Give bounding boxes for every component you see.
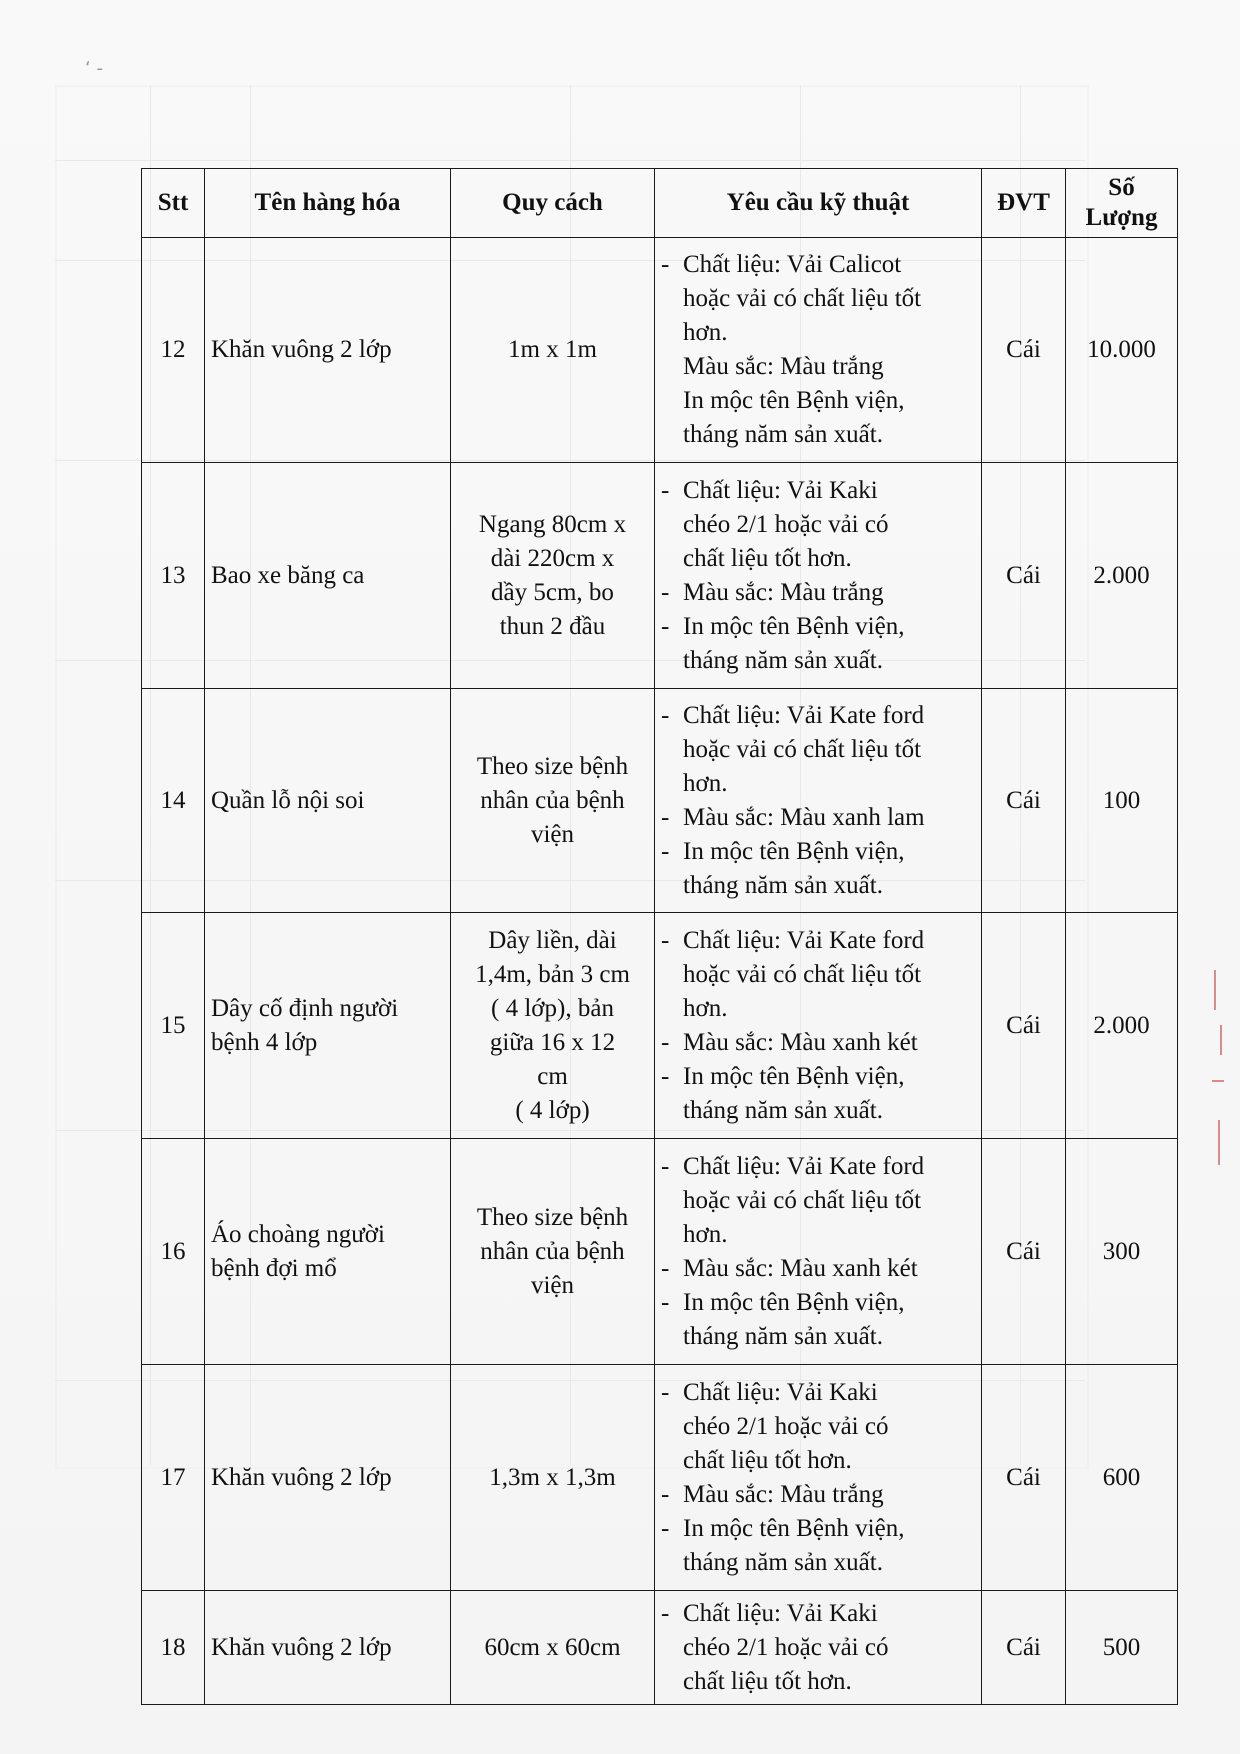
cell-requirements: [655, 689, 982, 913]
requirement-line: [661, 801, 975, 835]
cell-quantity: 2.000: [1066, 463, 1178, 689]
item-name-line: Khăn vuông 2 lớp: [211, 336, 392, 363]
requirement-line: [661, 282, 975, 316]
requirement-text: tháng năm sản xuất.: [683, 1548, 883, 1576]
header-stt: Stt: [142, 169, 205, 238]
cell-unit: Cái: [982, 689, 1066, 913]
requirement-text: tháng năm sản xuất.: [683, 646, 883, 674]
cell-item-name: [205, 689, 451, 913]
cell-specification: [451, 689, 655, 913]
item-name-line: Khăn vuông 2 lớp: [211, 1463, 392, 1491]
cell-requirements: [655, 238, 982, 463]
requirement-line: [661, 924, 975, 958]
requirement-line: [661, 1026, 975, 1060]
requirement-text: tháng năm sản xuất.: [683, 421, 883, 448]
requirement-text: Chất liệu: Vải Calicot: [683, 251, 902, 278]
specification-line: cm: [537, 1062, 568, 1090]
table-row: [142, 1591, 1178, 1705]
requirement-line: [661, 1410, 975, 1444]
cell-quantity: 600: [1066, 1365, 1178, 1591]
requirement-text: hoặc vải có chất liệu tốt: [683, 960, 922, 988]
header-unit: ĐVT: [982, 169, 1066, 238]
header-requirements: Yêu cầu kỹ thuật: [655, 169, 982, 238]
bullet-dash: -: [661, 1378, 670, 1406]
bullet-dash: -: [661, 1288, 670, 1316]
requirement-text: hơn.: [683, 319, 728, 346]
requirement-line: [661, 1252, 975, 1286]
requirement-line: [661, 1444, 975, 1478]
requirement-text: Chất liệu: Vải Kaki: [683, 476, 878, 504]
requirement-line: [661, 248, 975, 282]
cell-specification: [451, 463, 655, 689]
bullet-dash: -: [661, 837, 670, 865]
specification-line: ( 4 lớp): [515, 1096, 590, 1124]
cell-requirements: [655, 913, 982, 1139]
item-name-line: bệnh đợi mổ: [211, 1254, 337, 1282]
requirement-text: chất liệu tốt hơn.: [683, 1446, 852, 1474]
cell-item-name: [205, 238, 451, 463]
requirement-text: In mộc tên Bệnh viện,: [683, 1514, 905, 1542]
bullet-dash: -: [661, 1254, 670, 1282]
scan-mark: ‘ -: [85, 58, 103, 79]
bullet-dash: -: [661, 1028, 670, 1056]
requirement-text: hơn.: [683, 994, 728, 1022]
requirement-line: [661, 835, 975, 869]
requirement-line: [661, 1376, 975, 1410]
cell-requirements: [655, 1139, 982, 1365]
requirement-text: Chất liệu: Vải Kaki: [683, 1599, 878, 1627]
item-name-line: bệnh 4 lớp: [211, 1028, 318, 1056]
bullet-dash: -: [661, 1599, 670, 1627]
requirement-line: [661, 1184, 975, 1218]
requirement-line: [661, 542, 975, 576]
cell-stt: 14: [142, 689, 205, 913]
requirement-text: Chất liệu: Vải Kate ford: [683, 926, 925, 954]
cell-specification: [451, 1591, 655, 1705]
requirement-line: [661, 1094, 975, 1128]
requirement-text: Màu sắc: Màu xanh két: [683, 1254, 918, 1282]
requirement-line: [661, 1478, 975, 1512]
specification-line: ( 4 lớp), bản: [491, 994, 614, 1022]
requirement-line: [661, 1546, 975, 1580]
requirement-line: [661, 1631, 975, 1665]
bullet-dash: -: [661, 251, 670, 278]
requirement-text: tháng năm sản xuất.: [683, 1096, 883, 1124]
specification-line: 1m x 1m: [508, 336, 597, 363]
specification-line: Theo size bệnh: [476, 1203, 629, 1231]
specification-line: viện: [530, 1271, 575, 1299]
table-row: [142, 689, 1178, 913]
specification-line: Theo size bệnh: [476, 752, 629, 780]
bullet-dash: -: [661, 1514, 670, 1542]
cell-specification: [451, 1365, 655, 1591]
requirement-text: Chất liệu: Vải Kate ford: [683, 1152, 925, 1180]
requirement-line: [661, 1665, 975, 1699]
requirement-line: [661, 384, 975, 418]
requirement-line: [661, 1150, 975, 1184]
cell-item-name: [205, 1365, 451, 1591]
requirement-text: Màu sắc: Màu trắng: [683, 578, 884, 606]
requirement-text: hoặc vải có chất liệu tốt: [683, 285, 922, 312]
cell-quantity: 10.000: [1066, 238, 1178, 463]
bullet-dash: -: [661, 803, 670, 831]
requirement-text: In mộc tên Bệnh viện,: [683, 612, 905, 640]
specification-line: 60cm x 60cm: [484, 1633, 621, 1661]
cell-item-name: [205, 463, 451, 689]
item-name-line: Áo choàng người: [211, 1220, 385, 1248]
specification-line: 1,4m, bản 3 cm: [475, 960, 630, 988]
cell-unit: Cái: [982, 1591, 1066, 1705]
table-row: [142, 1365, 1178, 1591]
specification-line: dài 220cm x: [490, 544, 615, 572]
requirement-text: hoặc vải có chất liệu tốt: [683, 1186, 922, 1214]
requirement-text: In mộc tên Bệnh viện,: [683, 837, 905, 865]
requirement-line: [661, 992, 975, 1026]
cell-item-name: [205, 913, 451, 1139]
item-name-line: Khăn vuông 2 lớp: [211, 1633, 392, 1661]
cell-stt: 13: [142, 463, 205, 689]
cell-quantity: 300: [1066, 1139, 1178, 1365]
requirement-line: [661, 733, 975, 767]
requirement-line: [661, 767, 975, 801]
requirement-text: chéo 2/1 hoặc vải có: [683, 1412, 889, 1440]
bullet-dash: -: [661, 1152, 670, 1180]
item-name-line: Bao xe băng ca: [211, 561, 365, 589]
cell-requirements: [655, 463, 982, 689]
cell-stt: 15: [142, 913, 205, 1139]
requirement-text: Màu sắc: Màu xanh két: [683, 1028, 918, 1056]
requirement-text: Màu sắc: Màu xanh lam: [683, 803, 925, 831]
cell-quantity: 2.000: [1066, 913, 1178, 1139]
requirement-line: [661, 1218, 975, 1252]
item-name-line: Quần lỗ nội soi: [211, 786, 365, 814]
requirement-text: tháng năm sản xuất.: [683, 1322, 883, 1350]
cell-specification: [451, 238, 655, 463]
requirement-text: chất liệu tốt hơn.: [683, 1667, 852, 1695]
header-qty-line1: Số: [1108, 174, 1135, 201]
requirement-text: Chất liệu: Vải Kate ford: [683, 701, 925, 729]
table-row: [142, 463, 1178, 689]
requirement-line: [661, 1597, 975, 1631]
table-body: [142, 238, 1178, 1705]
bullet-dash: -: [661, 701, 670, 729]
specification-line: viện: [530, 820, 575, 848]
bullet-dash: -: [661, 612, 670, 640]
requirement-line: [661, 316, 975, 350]
header-qty: [1066, 169, 1178, 238]
requirement-text: hơn.: [683, 769, 728, 797]
cell-specification: [451, 1139, 655, 1365]
goods-table: [141, 168, 1178, 1705]
requirement-text: Màu sắc: Màu trắng: [683, 353, 884, 380]
bullet-dash: -: [661, 476, 670, 504]
cell-unit: Cái: [982, 238, 1066, 463]
cell-requirements: [655, 1365, 982, 1591]
requirement-line: [661, 350, 975, 384]
cell-stt: 16: [142, 1139, 205, 1365]
bullet-dash: -: [661, 1480, 670, 1508]
cell-stt: 17: [142, 1365, 205, 1591]
cell-item-name: [205, 1591, 451, 1705]
requirement-text: In mộc tên Bệnh viện,: [683, 387, 905, 414]
cell-item-name: [205, 1139, 451, 1365]
cell-specification: [451, 913, 655, 1139]
cell-stt: 12: [142, 238, 205, 463]
requirement-text: chéo 2/1 hoặc vải có: [683, 510, 889, 538]
cell-unit: Cái: [982, 1365, 1066, 1591]
requirement-line: [661, 958, 975, 992]
requirement-line: [661, 1320, 975, 1354]
requirement-line: [661, 418, 975, 452]
table-row: [142, 913, 1178, 1139]
table-row: [142, 1139, 1178, 1365]
header-spec: Quy cách: [451, 169, 655, 238]
requirement-line: [661, 644, 975, 678]
requirement-line: [661, 699, 975, 733]
cell-quantity: 500: [1066, 1591, 1178, 1705]
requirement-line: [661, 1512, 975, 1546]
specification-line: giữa 16 x 12: [489, 1028, 616, 1056]
requirement-text: Màu sắc: Màu trắng: [683, 1480, 884, 1508]
cell-requirements: [655, 1591, 982, 1705]
requirement-text: chéo 2/1 hoặc vải có: [683, 1633, 889, 1661]
cell-unit: Cái: [982, 1139, 1066, 1365]
specification-line: dầy 5cm, bo: [491, 578, 614, 606]
requirement-line: [661, 1060, 975, 1094]
requirement-text: In mộc tên Bệnh viện,: [683, 1062, 905, 1090]
cell-unit: Cái: [982, 913, 1066, 1139]
specification-line: thun 2 đầu: [499, 612, 606, 640]
bullet-dash: -: [661, 578, 670, 606]
requirement-line: [661, 474, 975, 508]
header-name: Tên hàng hóa: [205, 169, 451, 238]
specification-line: Ngang 80cm x: [478, 510, 627, 538]
requirement-text: hoặc vải có chất liệu tốt: [683, 735, 922, 763]
requirement-text: In mộc tên Bệnh viện,: [683, 1288, 905, 1316]
cell-unit: Cái: [982, 463, 1066, 689]
cell-quantity: 100: [1066, 689, 1178, 913]
cell-stt: 18: [142, 1591, 205, 1705]
requirement-text: chất liệu tốt hơn.: [683, 544, 852, 572]
specification-line: nhân của bệnh: [480, 1237, 625, 1265]
requirement-line: [661, 610, 975, 644]
requirement-line: [661, 1286, 975, 1320]
bullet-dash: -: [661, 926, 670, 954]
item-name-line: Dây cố định người: [211, 994, 399, 1022]
header-qty-line2: Lượng: [1085, 204, 1158, 231]
specification-line: nhân của bệnh: [480, 786, 625, 814]
requirement-line: [661, 576, 975, 610]
bullet-dash: -: [661, 1062, 670, 1090]
specification-line: 1,3m x 1,3m: [489, 1463, 616, 1491]
margin-mark: [1212, 970, 1228, 1170]
table-header-row: [142, 169, 1178, 238]
requirement-text: Chất liệu: Vải Kaki: [683, 1378, 878, 1406]
requirement-text: hơn.: [683, 1220, 728, 1248]
requirement-text: tháng năm sản xuất.: [683, 871, 883, 899]
requirement-line: [661, 508, 975, 542]
specification-line: Dây liền, dài: [488, 926, 617, 954]
requirement-line: [661, 869, 975, 903]
table-row: [142, 238, 1178, 463]
